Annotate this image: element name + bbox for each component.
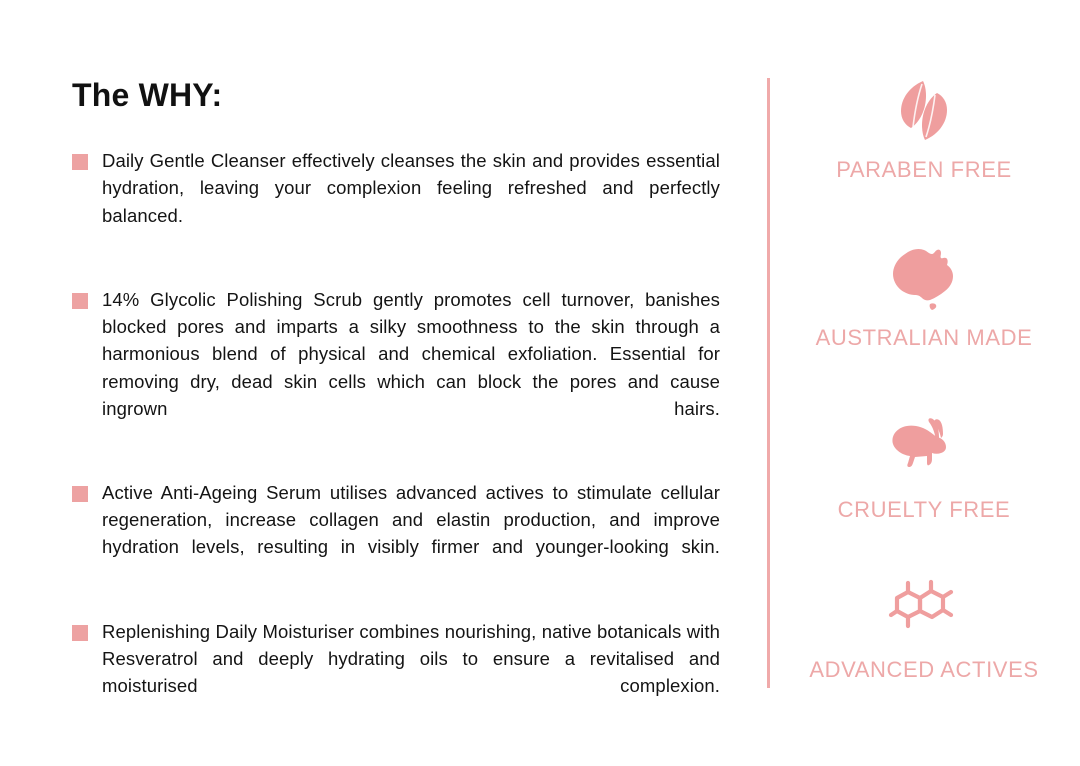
benefit-text: Daily Gentle Cleanser effectively cleanses the skin and provides essential hydration, leaving your complexion feeling refreshed and perfectly balanced.: [102, 150, 720, 226]
badge-paraben-free: [768, 78, 1080, 182]
square-bullet-icon: [72, 293, 88, 309]
page-title: The WHY:: [72, 77, 223, 113]
square-bullet-icon: [72, 154, 88, 170]
benefit-text: Replenishing Daily Moisturiser combines nourishing, native botanicals with Resveratrol and deeply hydrating oils to ensure a revitalised and moisturised complexion.: [102, 620, 720, 697]
list-item: [72, 479, 720, 588]
molecule-icon: [768, 578, 1080, 644]
trust-badges-column: [768, 78, 1080, 688]
list-item: [72, 618, 720, 727]
badge-australian-made: [768, 246, 1080, 350]
square-bullet-icon: [72, 486, 88, 502]
benefit-text: Active Anti-Ageing Serum utilises advanced actives to stimulate cellular regeneration, increase collagen and elastin production, and improve hydration levels, resulting in visibly firmer and younger-looking skin.: [102, 482, 720, 558]
badge-label: CRUELTY FREE: [837, 497, 1011, 522]
australia-map-icon: [768, 246, 1080, 312]
list-item: [72, 286, 720, 449]
leaves-icon: [768, 78, 1080, 144]
badge-label: PARABEN FREE: [836, 157, 1012, 182]
why-content-column: [72, 78, 720, 727]
square-bullet-icon: [72, 625, 88, 641]
rabbit-icon: [768, 418, 1080, 484]
badge-label: ADVANCED ACTIVES: [809, 657, 1039, 682]
list-item: [72, 147, 720, 256]
badge-label: AUSTRALIAN MADE: [815, 325, 1033, 350]
benefits-list: [72, 147, 720, 726]
badge-cruelty-free: [768, 418, 1080, 522]
benefit-text: 14% Glycolic Polishing Scrub gently promotes cell turnover, banishes blocked pores and imparts a silky smoothness to the skin through a harmonious blend of physical and chemical exfoliation. Essential for removing dry, dead skin cells which can block the pores and cause ingrown hairs.: [102, 288, 720, 419]
badge-advanced-actives: [768, 578, 1080, 682]
